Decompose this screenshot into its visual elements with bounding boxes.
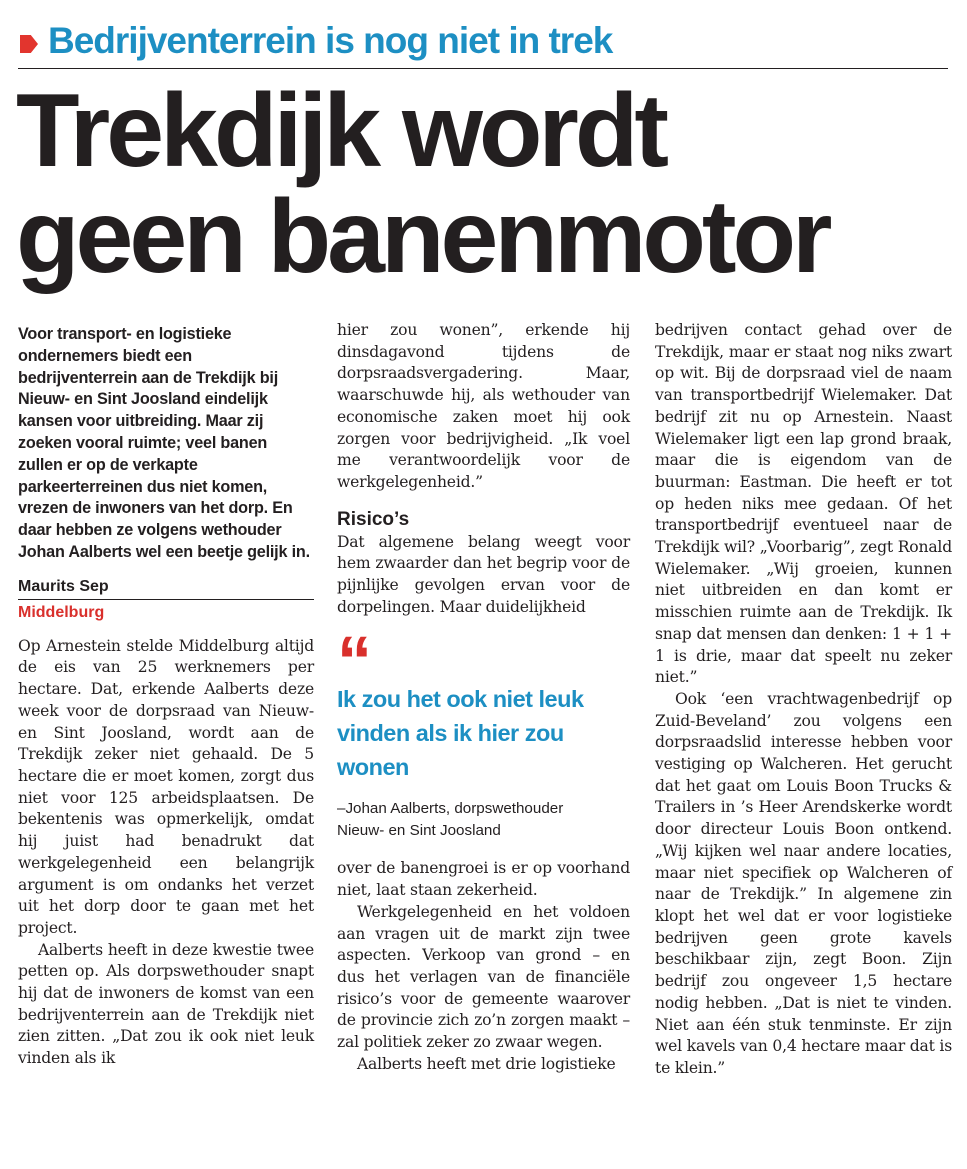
quote-mark-icon: “ xyxy=(337,636,368,679)
kicker-title: Bedrijventerrein is nog niet in trek xyxy=(48,20,613,61)
body-paragraph: Op Arnestein stelde Middelburg altijd de eis van 25 werknemers per hectare. Dat, erkende Aalberts deze week voor de dorpsraad van Nieuw- en Sint Joosland, wordt aan de Trekdijk zeker niet gehaald. De 5 hectare die er moet komen, zorgt dus niet voor 125 arbeidsplaatsen. De bekentenis was opmerkelijk, omdat hij juist had benadrukt dat werkgelegenheid een belangrijk argument is om ondanks het verzet uit het dorp door te gaan met het project. xyxy=(18,636,314,937)
headline-line-1: Trekdijk wordt xyxy=(16,73,666,189)
body-paragraph: Ook ‘een vrachtwagenbedrijf op Zuid-Beveland’ zou volgens een dorpsraadslid interesse hebben voor vestiging op Walcheren. Het gerucht dat het gaat om Louis Boon Trucks & Trailers in ’s Heer Arendskerke wordt door directeur Louis Boon ontkend. „Wij kijken wel naar andere locaties, maar niet specifiek op Walcheren of naar de Trekdijk.” In algemene zin klopt het wel dat er voor logistieke bedrijven geen grote kavels beschikbaar zijn, zegt Boon. Zijn bedrijf zou ongeveer 1,5 hectare nodig hebben. „Dat is niet te vinden. Niet aan één stuk tenminste. Er zijn wel kavels van 0,4 hectare maar dat is te klein.” xyxy=(655,689,953,1077)
body-paragraph: Aalberts heeft in deze kwestie twee petten op. Als dorpswethouder snapt hij dat de inwoners de komst van een bedrijventerrein aan de Trekdijk niet zien zitten. „Dat zou ik ook niet leuk vinden als ik xyxy=(18,940,314,1068)
attribution-line-1: –Johan Aalberts, dorpswethouder xyxy=(337,800,564,818)
column-1 xyxy=(18,320,314,1070)
pull-quote xyxy=(337,636,630,842)
intro-paragraph: Voor transport- en logistieke ondernemers biedt een bedrijventerrein aan de Trekdijk bij Nieuw- en Sint Joosland eindelijk kansen voor uitbreiding. Maar zij zoeken vooral ruimte; veel banen zullen er op de verkapte parkeerterreinen dus niet komen, vrezen de inwoners van het dorp. En daar hebben ze volgens wethouder Johan Aalberts wel een beetje gelijk in. xyxy=(18,325,310,561)
body-paragraph: Dat algemene belang weegt voor hem zwaarder dan het begrip voor de pijnlijke gevolgen ervan voor de dorpelingen. Maar duidelijkheid xyxy=(337,532,630,616)
body-paragraph: bedrijven contact gehad over de Trekdijk, maar er staat nog niks zwart op wit. Bij de dorpsraad viel de naam van transportbedrijf Wielemaker. Dat bedrijf zit nu op Arnestein. Naast Wielemaker ligt een lap grond braak, maar die is eigendom van de buurman: Eastman. Die heeft er tot op heden niks mee gedaan. Of het transportbedrijf eventueel naar de Trekdijk wil? „Voorbarig”, zegt Ronald Wielemaker. „Wij groeien, kunnen niet uitbreiden en dan komt er misschien ruimte aan de Trekdijk. Ik snap dat mensen dan denken: 1 + 1 + 1 is drie, maar dat speelt nu zeker niet.” xyxy=(655,321,952,687)
kicker-arrow-icon xyxy=(20,35,38,53)
column-3 xyxy=(655,320,952,1080)
column-2 xyxy=(337,320,630,1075)
headline-line-2: geen banenmotor xyxy=(16,179,829,295)
body-paragraph: over de banengroei is er op voorhand niet, laat staan zekerheid. xyxy=(337,859,630,900)
body-paragraph: Werkgelegenheid en het voldoen aan vragen uit de markt zijn twee aspecten. Verkoop van grond – en dus het verlagen van de financiële risico’s voor de gemeente waarover de provincie zich zo’n zorgen maakt – zal politiek zeker zo zwaar wegen. xyxy=(337,902,630,1052)
body-paragraph: Aalberts heeft met drie logistieke xyxy=(357,1054,616,1073)
pull-quote-attribution xyxy=(337,798,630,842)
attribution-line-2: Nieuw- en Sint Joosland xyxy=(337,822,501,840)
dateline-place: Middelburg xyxy=(18,603,105,621)
author: Maurits Sep xyxy=(18,578,314,600)
kicker xyxy=(18,18,948,69)
headline xyxy=(16,73,956,295)
pull-quote-text: Ik zou het ook niet leuk vinden als ik hier zou wonen xyxy=(337,686,584,781)
subheading: Risico’s xyxy=(337,508,410,530)
body-paragraph: hier zou wonen”, erkende hij dinsdagavond tijdens de dorpsraadsvergadering. Maar, waarschuwde hij, als wethouder van economische zaken moet hij ook zorgen voor bedrijvigheid. „Ik voel me verantwoordelijk voor de werkgelegenheid.” xyxy=(337,321,630,491)
